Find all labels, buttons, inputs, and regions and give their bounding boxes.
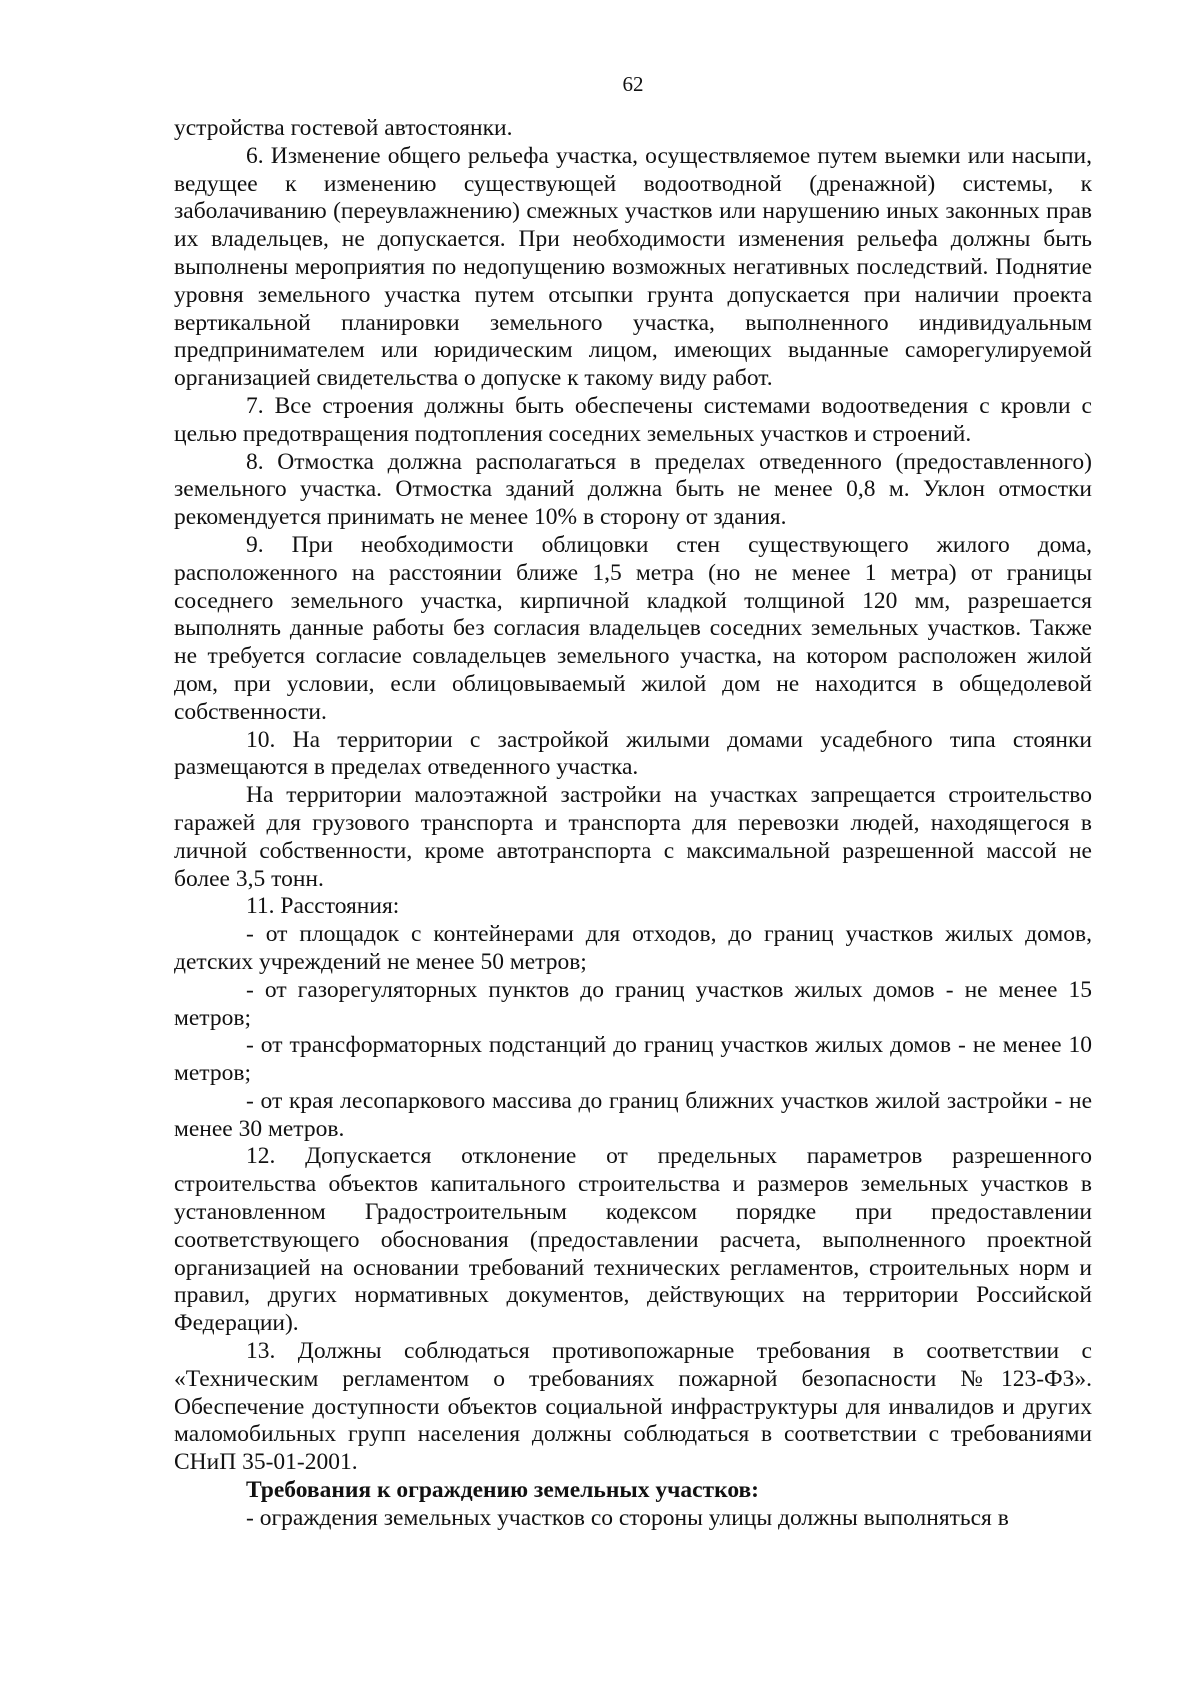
document-body (174, 115, 1092, 1533)
paragraph-distance-transformer: - от трансформаторных подстанций до границ участков жилых домов - не менее 10 метров; (174, 1032, 1092, 1087)
paragraph-distance-containers: - от площадок с контейнерами для отходов, до границ участков жилых домов, детских учреждений не менее 50 метров; (174, 921, 1092, 975)
document-page (174, 70, 1092, 1533)
paragraph-garages: На территории малоэтажной застройки на участках запрещается строительство гаражей для грузового транспорта и транспорта для перевозки людей, находящегося в личной собственности, кроме автотранспорта с максимальной разрешенной массой не более 3,5 тонн. (174, 782, 1092, 892)
paragraph-item-7: 7. Все строения должны быть обеспечены системами водоотведения с кровли с целью предотвращения подтопления соседних земельных участков и строений. (174, 392, 1092, 447)
paragraph-item-10: 10. На территории с застройкой жилыми домами усадебного типа стоянки размещаются в пределах отведенного участка. (174, 726, 1092, 781)
paragraph-item-8: 8. Отмостка должна располагаться в пределах отведенного (предоставленного) земельного участка. Отмостка зданий должна быть не менее 0,8 м. Уклон отмостки рекомендуется принимать не менее 10% в сторону от здания. (174, 448, 1092, 531)
paragraph-item-12: 12. Допускается отклонение от предельных параметров разрешенного строительства объектов капитального строительства и размеров земельных участков в установленном Градостроительным кодексом порядке при предоставлении соответствующего обоснования (предоставлении расчета, выполненного проектной организацией на основании требований технических регламентов, строительных норм и правил, других нормативных документов, действующих на территории Российской Федерации). (174, 1143, 1092, 1337)
paragraph-distance-gas: - от газорегуляторных пунктов до границ участков жилых домов - не менее 15 метров; (174, 976, 1092, 1031)
paragraph-fencing-street: - ограждения земельных участков со стороны улицы должны выполняться в (246, 1504, 1009, 1531)
page-number: 62 (622, 72, 644, 96)
paragraph-item-9: 9. При необходимости облицовки стен существующего жилого дома, расположенного на расстоянии ближе 1,5 метра (но не менее 1 метра) от границы соседнего земельного участка, кирпичной кладкой толщиной 120 мм, разрешается выполнять данные работы без согласия владельцев соседних земельных участков. Также не требуется согласие совладельцев земельного участка, на котором расположен жилой дом, при условии, если облицовываемый жилой дом не находится в общедолевой собственности. (174, 531, 1092, 725)
paragraph-distance-forest: - от края лесопаркового массива до границ ближних участков жилой застройки - не менее 30 метров. (174, 1087, 1092, 1142)
paragraph-item-11: 11. Расстояния: (246, 893, 400, 920)
paragraph-item-6: 6. Изменение общего рельефа участка, осуществляемое путем выемки или насыпи, ведущее к изменению существующей водоотводной (дренажной) системы, к заболачиванию (переувлажнению) смежных участков или нарушению иных законных прав их владельцев, не допускается. При необходимости изменения рельефа должны быть выполнены мероприятия по недопущению возможных негативных последствий. Поднятие уровня земельного участка путем отсыпки грунта допускается при наличии проекта вертикальной планировки земельного участка, выполненного индивидуальным предпринимателем или юридическим лицом, имеющих выданные саморегулируемой организацией свидетельства о допуске к такому виду работ. (174, 142, 1092, 392)
paragraph-continuation: устройства гостевой автостоянки. (174, 115, 513, 141)
paragraph-item-13: 13. Должны соблюдаться противопожарные требования в соответствии с «Техническим регламентом о требованиях пожарной безопасности №123-ФЗ». Обеспечение доступности объектов социальной инфраструктуры для инвалидов и других маломобильных групп населения должны соблюдаться в соответствии с требованиями СНиП 35-01-2001. (174, 1338, 1092, 1476)
section-heading-fencing: Требования к ограждению земельных участков: (246, 1477, 759, 1504)
